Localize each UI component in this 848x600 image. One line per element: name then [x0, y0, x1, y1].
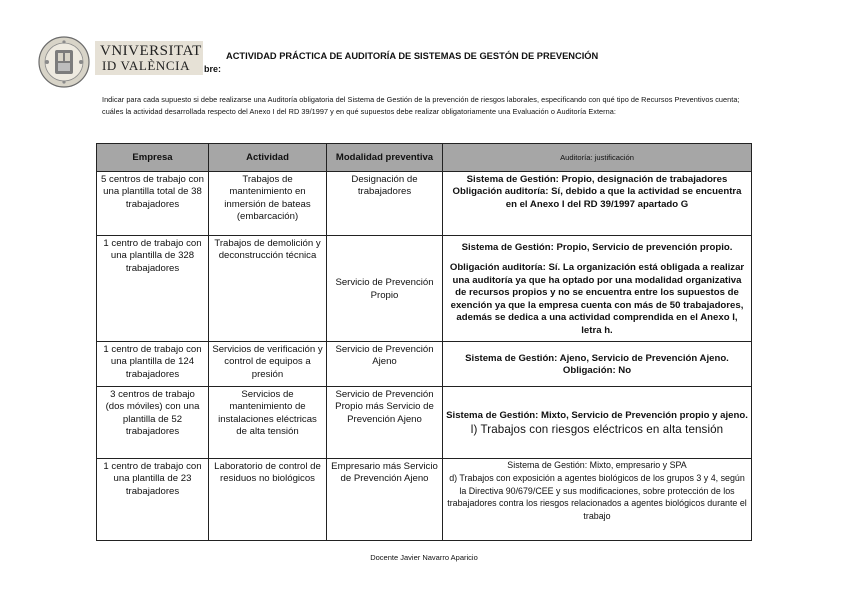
just-obligacion: Obligación: No: [562, 365, 632, 376]
name-field-label: bre:: [204, 64, 222, 74]
just-sistema: Sistema de Gestión: Propio, designación de trabajadores: [466, 174, 728, 185]
cell-justificacion: [443, 236, 752, 342]
cell-actividad: Servicios de mantenimiento de instalaciones eléctricas de alta tensión: [209, 387, 327, 459]
cell-empresa: 1 centro de trabajo con una plantilla de 124 trabajadores: [97, 342, 209, 387]
just-obligacion: Obligación auditoría: Sí. La organización está obligada a realizar una auditoría ya que ha optado por una modalidad organizativa de recursos propios y no se encuentra entre los supuestos de exención ya que la empresa cuenta con más de 50 trabajadores, además se dedica a una actividad comprendida en el Anexo I, letra h.: [449, 262, 745, 336]
table-row: [97, 342, 752, 387]
table-row: [97, 236, 752, 342]
cell-justificacion: [443, 172, 752, 236]
footer-teacher: Docente Javier Navarro Aparicio: [370, 553, 478, 562]
cell-actividad: Trabajos de mantenimiento en inmersión de bateas (embarcación): [209, 172, 327, 236]
table-row: [97, 172, 752, 236]
just-sistema: Sistema de Gestión: Mixto, Servicio de Prevención propio y ajeno.: [446, 410, 748, 422]
table-row: [97, 459, 752, 541]
cell-modalidad: Servicio de Prevención Ajeno: [327, 342, 443, 387]
just-obligacion: Obligación auditoría: Sí, debido a que la actividad se encuentra en el Anexo I del RD 39/1997 apartado G: [452, 186, 742, 210]
header-actividad: Actividad: [209, 144, 327, 172]
cell-justificacion: [443, 387, 752, 459]
table-row: [97, 387, 752, 459]
cell-actividad: Laboratorio de control de residuos no biológicos: [209, 459, 327, 541]
cell-modalidad: Servicio de Prevención Propio más Servicio de Prevención Ajeno: [327, 387, 443, 459]
table-header-row: [97, 144, 752, 172]
cell-modalidad: Servicio de Prevención Propio: [327, 236, 443, 342]
header-auditoria: Auditoría: justificación: [443, 144, 752, 172]
instructions-text: Indicar para cada supuesto si debe realizarse una Auditoría obligatoria del Sistema de Gestión de la prevención de riesgos laborales, especificando con qué tipo de Recursos Preventivos cuenta; cuáles la actividad desarrollada respecto del Anexo I del RD 39/1997 y en qué supuestos debe realizar obligatoriamente una Evaluación o Auditoría Externa:: [102, 95, 740, 116]
cell-modalidad: Designación de trabajadores: [327, 172, 443, 236]
header-empresa: Empresa: [97, 144, 209, 172]
cell-empresa: 5 centros de trabajo con una plantilla total de 38 trabajadores: [97, 172, 209, 236]
cell-actividad: Servicios de verificación y control de equipos a presión: [209, 342, 327, 387]
university-seal-icon: [38, 36, 90, 88]
just-sistema: Sistema de Gestión: Ajeno, Servicio de Prevención Ajeno.: [465, 352, 729, 364]
just-sistema: Sistema de Gestión: Propio, Servicio de prevención propio.: [461, 242, 733, 254]
header-modalidad: Modalidad preventiva: [327, 144, 443, 172]
university-line-2: ID VALÈNCIA: [102, 58, 191, 73]
cell-empresa: 3 centros de trabajo (dos móviles) con una plantilla de 52 trabajadores: [97, 387, 209, 459]
university-wordmark: [95, 41, 203, 75]
cell-actividad: Trabajos de demolición y deconstrucción técnica: [209, 236, 327, 342]
cell-empresa: 1 centro de trabajo con una plantilla de 328 trabajadores: [97, 236, 209, 342]
cell-justificacion: [443, 342, 752, 387]
audit-table: [96, 143, 752, 541]
university-line-1: VNIVERSITAT: [100, 43, 202, 59]
cell-justificacion: [443, 459, 752, 541]
cell-modalidad: Empresario más Servicio de Prevención Ajeno: [327, 459, 443, 541]
document-title: ACTIVIDAD PRÁCTICA DE AUDITORÍA DE SISTEMAS DE GESTÓN DE PREVENCIÓN: [226, 51, 599, 61]
cell-empresa: 1 centro de trabajo con una plantilla de 23 trabajadores: [97, 459, 209, 541]
just-obligacion: d) Trabajos con exposición a agentes biológicos de los grupos 3 y 4, según la Directiva 90/679/CEE y sus modificaciones, sobre protección de los trabajadores contra los riesgos relacionados a agentes biológicos durante el trabajo: [447, 472, 747, 522]
just-sistema: Sistema de Gestión: Mixto, empresario y SPA: [507, 460, 687, 470]
just-obligacion: l) Trabajos con riesgos eléctricos en alta tensión: [470, 422, 724, 436]
